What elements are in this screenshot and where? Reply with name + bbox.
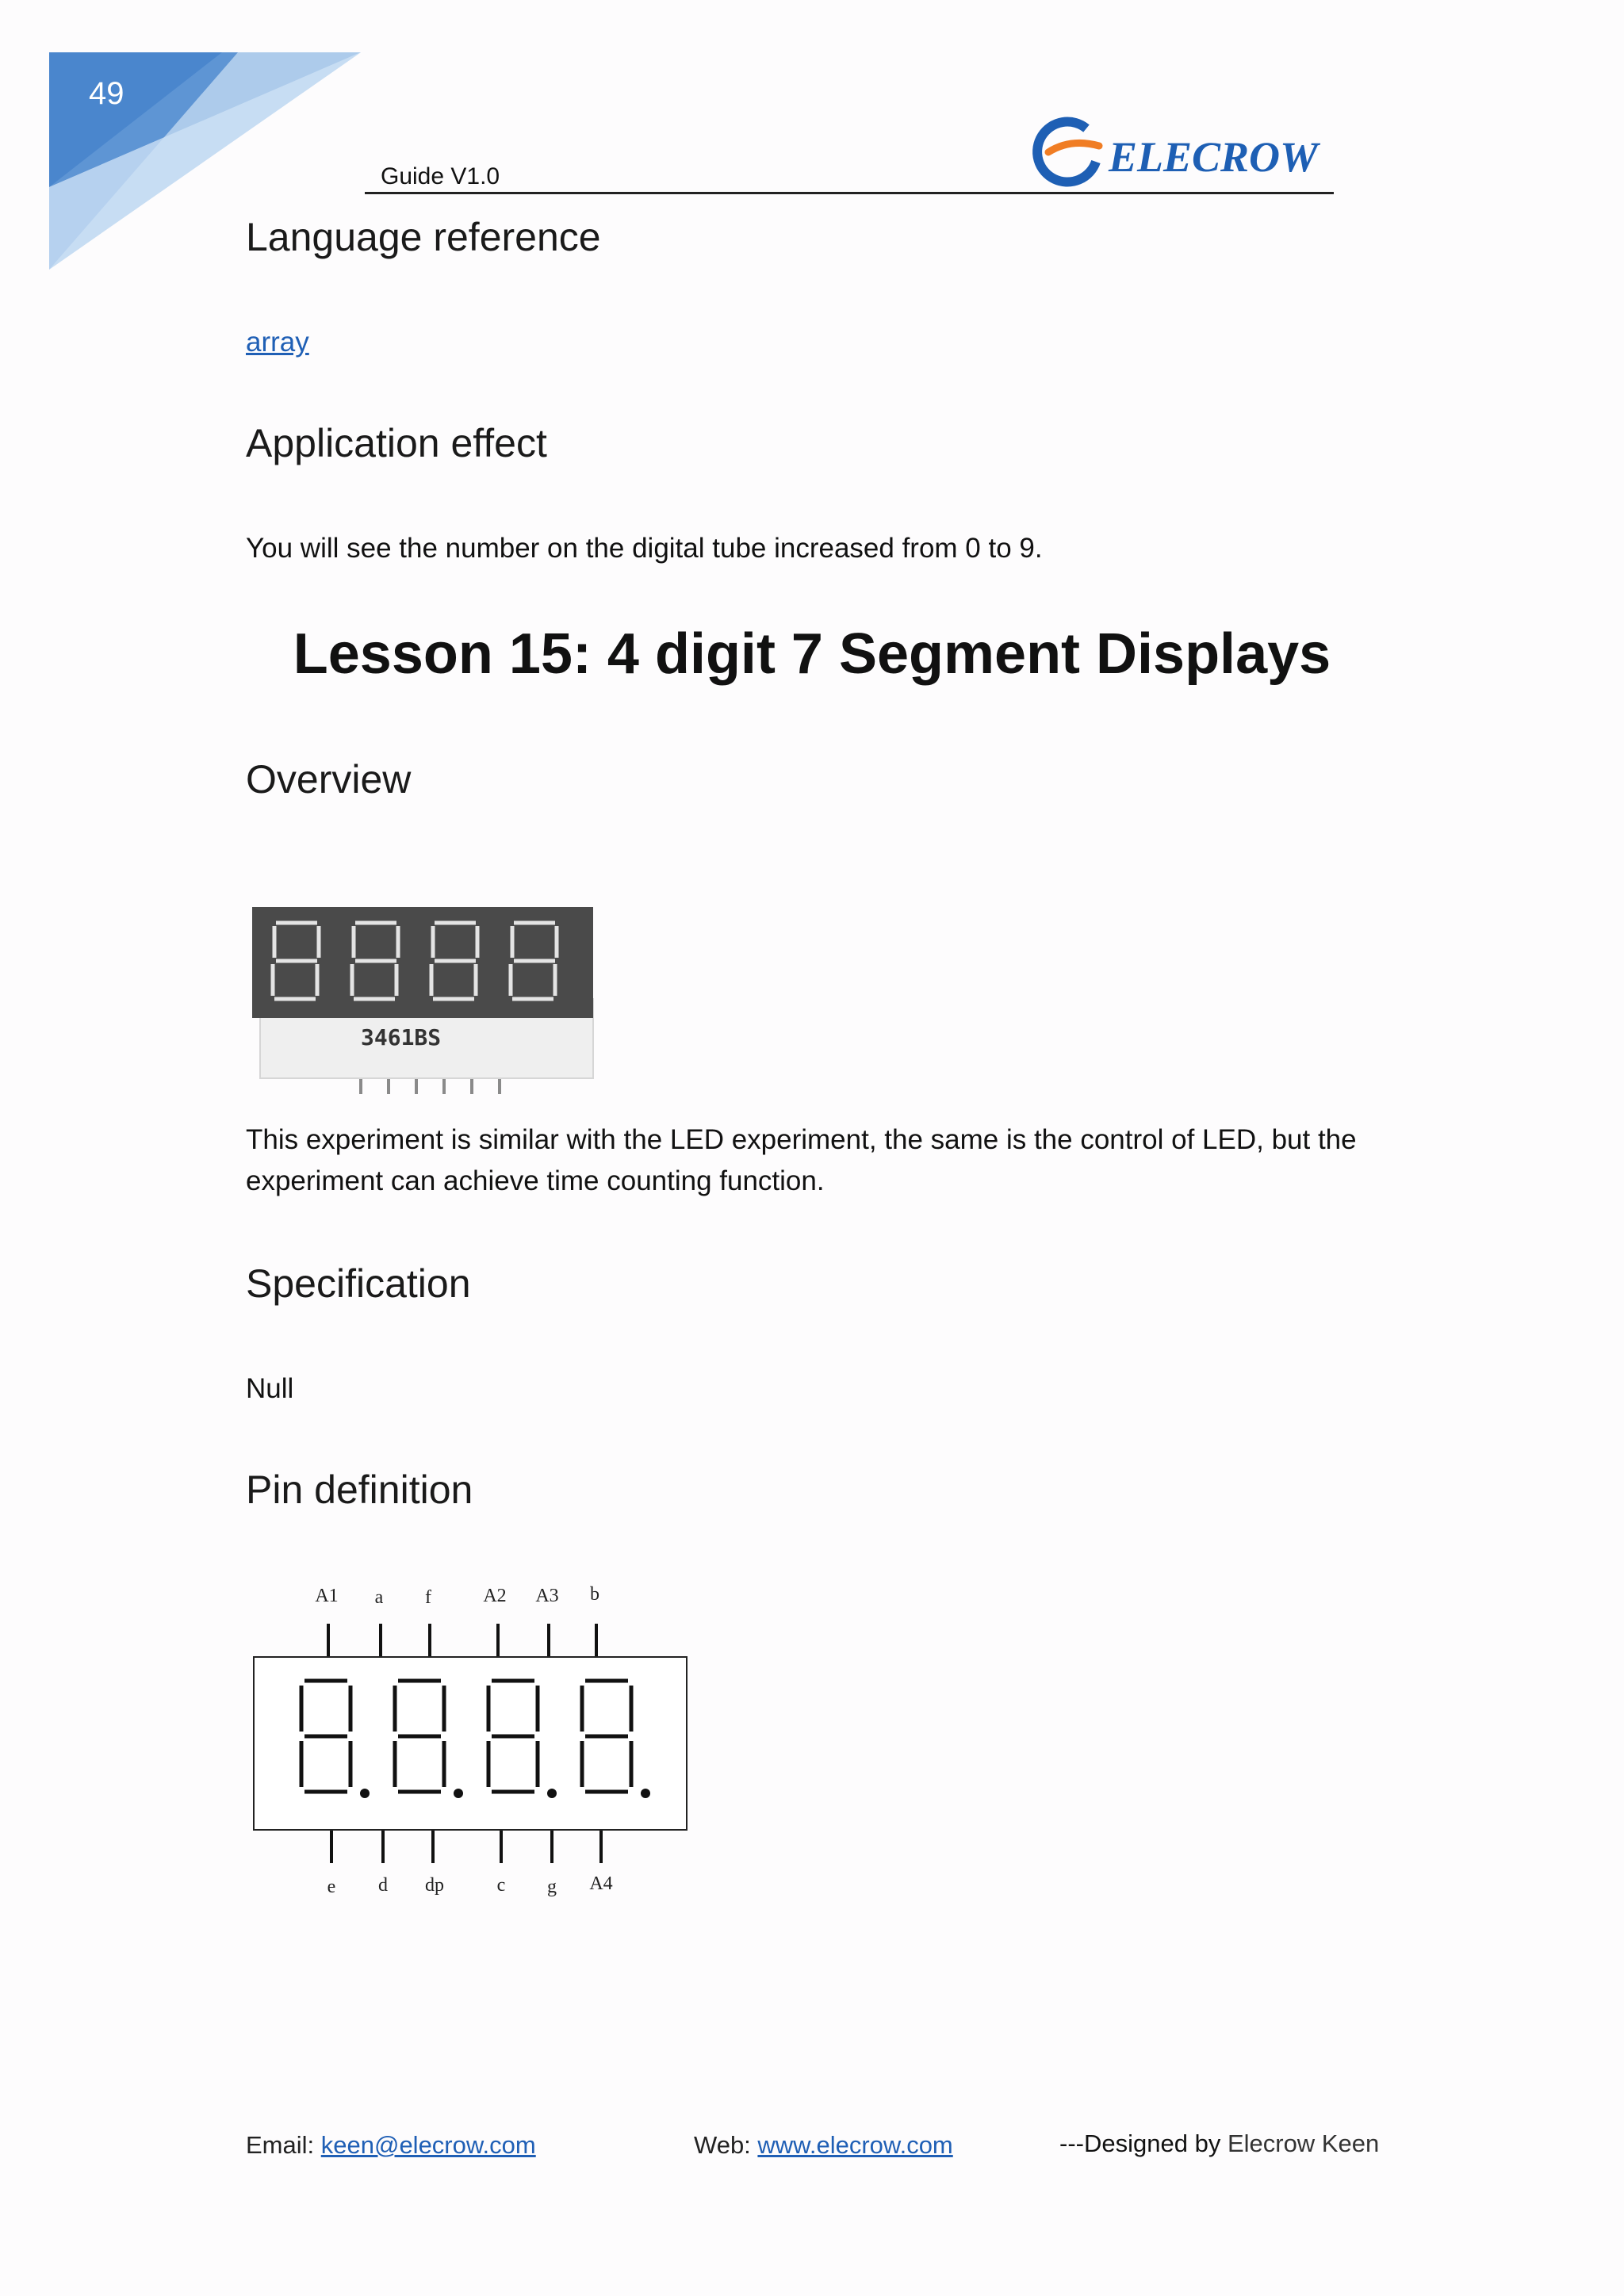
pin-label-d: d <box>378 1875 388 1896</box>
section-title-overview: Overview <box>246 757 412 802</box>
pin-label-e: e <box>327 1877 336 1897</box>
footer-email <box>246 2131 536 2160</box>
footer-web <box>694 2131 953 2160</box>
email-link[interactable]: keen@elecrow.com <box>320 2131 536 2159</box>
pin-label-g: g <box>547 1877 557 1897</box>
footer-designed-by <box>1059 2130 1379 2158</box>
pin-label-f: f <box>425 1587 431 1608</box>
header-divider <box>365 192 1334 194</box>
pin-label-A4: A4 <box>589 1873 613 1894</box>
elecrow-logo <box>1031 111 1340 190</box>
section-title-application-effect: Application effect <box>246 421 547 465</box>
pin-label-dp: dp <box>425 1875 444 1896</box>
footer-designed-prefix: --- <box>1059 2130 1084 2157</box>
overview-text-line-1: This experiment is similar with the LED experiment, the same is the control of LED, but the <box>246 1124 1357 1155</box>
page-number: 49 <box>89 76 124 111</box>
pin-label-A3: A3 <box>535 1586 559 1606</box>
pin-label-A1: A1 <box>315 1586 339 1606</box>
web-link[interactable]: www.elecrow.com <box>757 2131 953 2159</box>
pin-label-b: b <box>590 1584 599 1605</box>
footer-email-label: Email: <box>246 2131 321 2159</box>
section-title-pin-definition: Pin definition <box>246 1468 473 1512</box>
pin-label-A2: A2 <box>483 1586 507 1606</box>
section-title-language-reference: Language reference <box>246 215 601 259</box>
footer-designed-label: Designed by <box>1083 2130 1228 2157</box>
application-effect-text: You will see the number on the digital tube increased from 0 to 9. <box>246 533 1043 564</box>
guide-version-label: Guide V1.0 <box>381 163 500 189</box>
pin-label-c: c <box>496 1875 506 1896</box>
pin-definition-diagram <box>246 1578 698 1911</box>
footer-web-label: Web: <box>694 2131 758 2159</box>
footer-designer-name: Elecrow Keen <box>1227 2130 1380 2157</box>
section-title-specification: Specification <box>246 1261 471 1306</box>
lesson-title: Lesson 15: 4 digit 7 Segment Displays <box>293 622 1331 686</box>
array-link[interactable]: array <box>246 327 309 358</box>
overview-text-line-2: experiment can achieve time counting function. <box>246 1165 825 1196</box>
module-part-number: 3461BS <box>361 1024 442 1050</box>
seven-segment-module-photo <box>246 896 611 1098</box>
pin-label-a: a <box>374 1587 384 1608</box>
logo-wordmark: ELECROW <box>1109 133 1319 181</box>
specification-text: Null <box>246 1373 294 1404</box>
